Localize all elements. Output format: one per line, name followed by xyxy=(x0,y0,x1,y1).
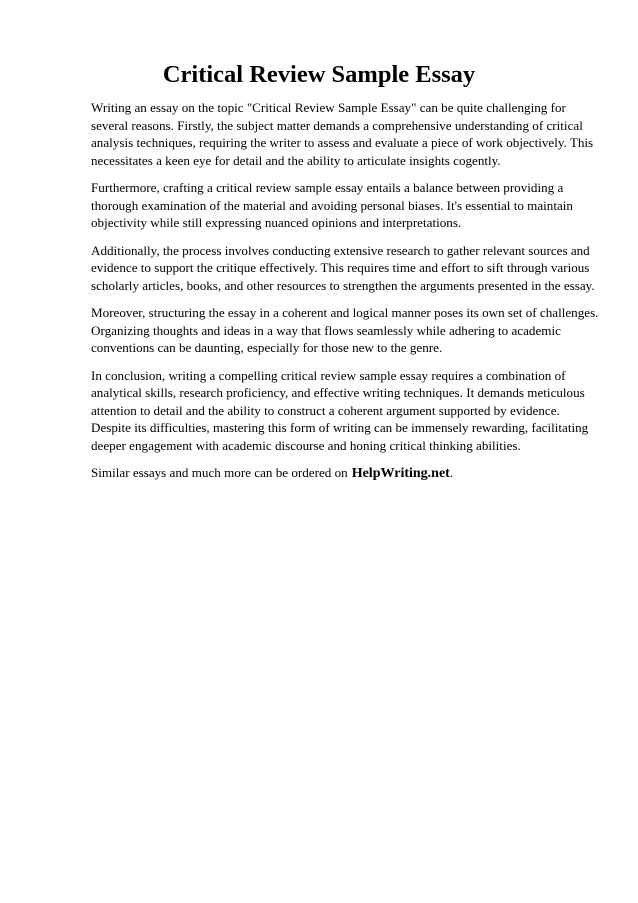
text-line: conventions can be daunting, especially for those new to the genre. xyxy=(91,340,443,355)
text-line: attention to detail and the ability to construct a coherent argument supported by evidence. xyxy=(91,402,560,418)
document-body xyxy=(91,99,603,483)
text-line: Despite its difficulties, mastering this form of writing can be immensely rewarding, facilitating xyxy=(91,420,589,435)
text-line: objectivity while still expressing nuanced opinions and interpretations. xyxy=(91,215,462,230)
closing-text: Similar essays and much more can be ordered on xyxy=(91,465,348,480)
text-line: scholarly articles, books, and other resources to strengthen the arguments presented in the essay. xyxy=(91,277,595,293)
text-line: analytical skills, research proficiency, and effective writing techniques. It demands meticulous xyxy=(91,385,585,400)
paragraph-5 xyxy=(91,367,603,455)
text-line: Furthermore, crafting a critical review sample essay entails a balance between providing a xyxy=(91,180,564,195)
text-line: Moreover, structuring the essay in a coherent and logical manner poses its own set of challenges. xyxy=(91,305,599,320)
text-line: deeper engagement with academic discourse and honing critical thinking abilities. xyxy=(91,437,521,453)
text-line: evidence to support the critique effectively. This requires time and effort to sift through various xyxy=(91,260,590,275)
brand-link[interactable]: HelpWriting.net xyxy=(351,466,450,481)
closing-line xyxy=(91,464,603,483)
paragraph-2 xyxy=(91,179,603,232)
paragraph-3 xyxy=(91,242,603,295)
text-line: analysis techniques, requiring the writer to assess and evaluate a piece of work objectively. This xyxy=(91,135,594,150)
paragraph-1 xyxy=(91,99,603,169)
text-line: Writing an essay on the topic "Critical Review Sample Essay" can be quite challenging for xyxy=(91,100,566,115)
text-line: necessitates a keen eye for detail and the ability to articulate insights cogently. xyxy=(91,152,501,168)
text-line: several reasons. Firstly, the subject matter demands a comprehensive understanding of critical xyxy=(91,117,583,133)
closing-period: . xyxy=(449,465,454,480)
document-title: Critical Review Sample Essay xyxy=(162,61,476,88)
paragraph-4 xyxy=(91,304,603,357)
text-line: thorough examination of the material and avoiding personal biases. It's essential to maintain xyxy=(91,197,573,213)
text-line: In conclusion, writing a compelling critical review sample essay requires a combination of xyxy=(91,367,566,383)
text-line: Organizing thoughts and ideas in a way that flows seamlessly while adhering to academic xyxy=(91,322,561,338)
text-line: Additionally, the process involves conducting extensive research to gather relevant sources and xyxy=(91,242,590,258)
